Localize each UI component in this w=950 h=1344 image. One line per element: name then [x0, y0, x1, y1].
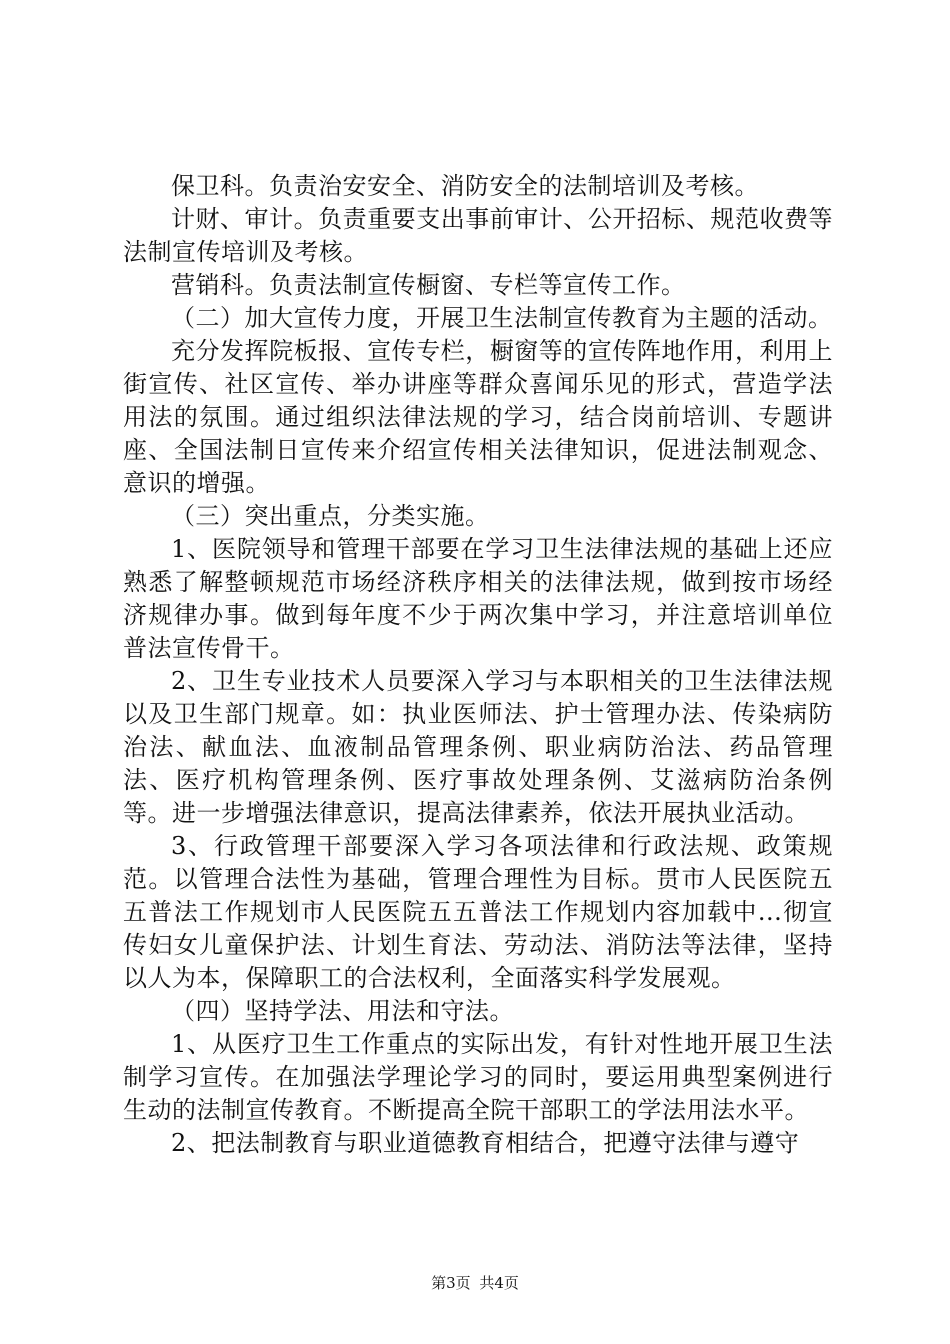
- paragraph-item-leaders: 1、医院领导和管理干部要在学习卫生法律法规的基础上还应熟悉了解整顿规范市场经济秩序相关的法律法规，做到按市场经济规律办事。做到每年度不少于两次集中学习，并注意培训单位普法宣传骨干。: [123, 535, 833, 662]
- section-heading-2: （二）加大宣传力度，开展卫生法制宣传教育为主题的活动。: [171, 304, 833, 332]
- paragraph-finance-audit: 计财、审计。负责重要支出事前审计、公开招标、规范收费等法制宣传培训及考核。: [123, 205, 833, 266]
- paragraph-item-technical-staff: 2、卫生专业技术人员要深入学习与本职相关的卫生法律法规以及卫生部门规章。如：执业医师法、护士管理办法、传染病防治法、献血法、血液制品管理条例、职业病防治法、药品管理法、医疗机构管理条例、医疗事故处理条例、艾滋病防治条例等。进一步增强法律意识，提高法律素养，依法开展执业活动。: [123, 667, 833, 827]
- paragraph-item-admin-staff: 3、行政管理干部要深入学习各项法律和行政法规、政策规范。以管理合法性为基础，管理合理性为目标。贯市人民医院五五普法工作规划市人民医院五五普法工作规划内容加载中...彻宣传妇女儿童保护法、计划生育法、劳动法、消防法等法律，坚持以人为本，保障职工的合法权利，全面落实科学发展观。: [123, 832, 833, 992]
- page-total: 共4页: [479, 1274, 519, 1292]
- section-heading-3: （三）突出重点，分类实施。: [171, 502, 490, 530]
- page-footer: [0, 1272, 950, 1293]
- section-heading-4: （四）坚持学法、用法和守法。: [171, 997, 514, 1025]
- page-number: 第3页: [431, 1274, 471, 1292]
- paragraph-publicity: 充分发挥院板报、宣传专栏，橱窗等的宣传阵地作用，利用上街宣传、社区宣传、举办讲座等群众喜闻乐见的形式，营造学法用法的氛围。通过组织法律法规的学习，结合岗前培训、专题讲座、全国法制日宣传来介绍宣传相关法律知识，促进法制观念、意识的增强。: [123, 337, 833, 497]
- paragraph-item-practice: 1、从医疗卫生工作重点的实际出发，有针对性地开展卫生法制学习宣传。在加强法学理论学习的同时，要运用典型案例进行生动的法制宣传教育。不断提高全院干部职工的学法用法水平。: [123, 1030, 833, 1124]
- paragraph-item-ethics: 2、把法制教育与职业道德教育相结合，把遵守法律与遵守: [171, 1129, 800, 1157]
- paragraph-marketing-dept: 营销科。负责法制宣传橱窗、专栏等宣传工作。: [171, 271, 686, 299]
- paragraph-security-dept: 保卫科。负责治安安全、消防安全的法制培训及考核。: [171, 172, 759, 200]
- document-body: [123, 170, 833, 1160]
